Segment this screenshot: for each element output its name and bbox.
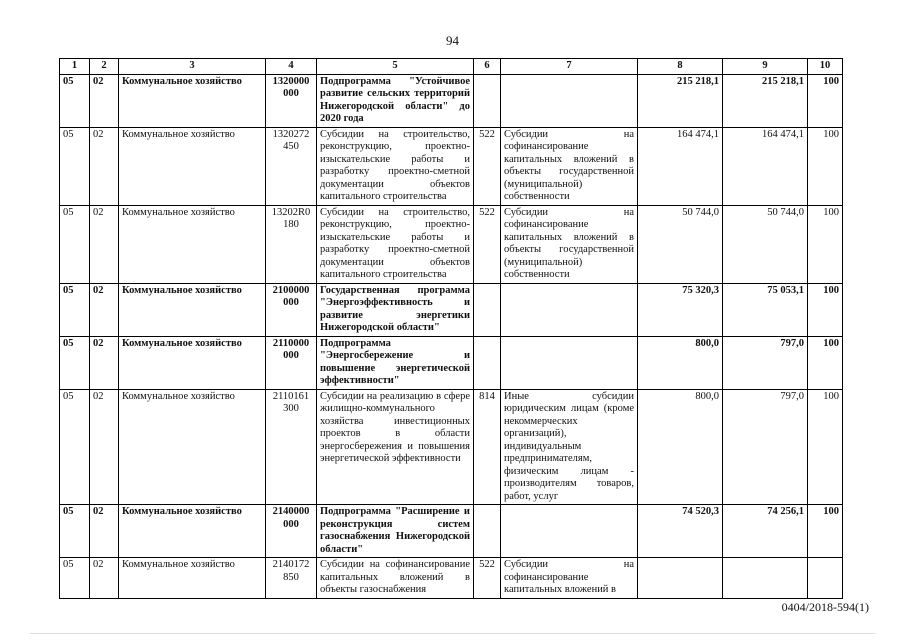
approved-amount-cell: 215 218,1 (638, 74, 723, 127)
approved-amount-cell: 50 744,0 (638, 205, 723, 283)
expense-type-name-cell (501, 74, 638, 127)
execution-percent-cell: 100 (808, 283, 843, 336)
executed-amount-cell: 215 218,1 (723, 74, 808, 127)
section-name-cell: Коммунальное хозяйство (119, 74, 266, 127)
execution-percent-cell: 100 (808, 205, 843, 283)
approved-amount-cell: 164 474,1 (638, 127, 723, 205)
subsection-code-cell: 02 (90, 127, 119, 205)
target-code-cell: 2140000 000 (266, 505, 317, 558)
section-name-cell: Коммунальное хозяйство (119, 505, 266, 558)
executed-amount-cell: 797,0 (723, 336, 808, 389)
target-code-cell: 2100000 000 (266, 283, 317, 336)
expense-type-name-cell: Иные субсидии юридическим лицам (кроме некоммерческих организаций), индивидуальным предпринимателям, физическим лицам - производителям товаров, работ, услуг (501, 389, 638, 505)
document-code: 0404/2018-594(1) (781, 600, 869, 614)
section-name-cell: Коммунальное хозяйство (119, 205, 266, 283)
subsection-code-cell: 02 (90, 505, 119, 558)
execution-percent-cell: 100 (808, 74, 843, 127)
expense-type-code-cell (474, 283, 501, 336)
target-name-cell: Субсидии на реализацию в сфере жилищно-коммунального хозяйства инвестиционных проектов в области энергосбережения и повышения энергетической эффективности (317, 389, 474, 505)
subsection-code-cell: 02 (90, 74, 119, 127)
subsection-code-cell: 02 (90, 336, 119, 389)
column-header: 1 (60, 59, 90, 75)
expense-type-code-cell: 522 (474, 558, 501, 599)
table-row (60, 74, 843, 127)
target-name-cell: Субсидии на строительство, реконструкцию, проектно-изыскательские работы и разработку проектно-сметной документации объектов капитального строительства (317, 127, 474, 205)
execution-percent-cell: 100 (808, 389, 843, 505)
target-code-cell: 2110161 300 (266, 389, 317, 505)
section-code-cell: 05 (60, 558, 90, 599)
section-code-cell: 05 (60, 127, 90, 205)
target-name-cell: Подпрограмма "Расширение и реконструкция систем газоснабжения Нижегородской области" (317, 505, 474, 558)
target-code-cell: 13202R0 180 (266, 205, 317, 283)
execution-percent-cell: 100 (808, 336, 843, 389)
table-row (60, 283, 843, 336)
executed-amount-cell (723, 558, 808, 599)
section-name-cell: Коммунальное хозяйство (119, 389, 266, 505)
target-code-cell: 1320000 000 (266, 74, 317, 127)
approved-amount-cell: 75 320,3 (638, 283, 723, 336)
target-code-cell: 2110000 000 (266, 336, 317, 389)
table-row (60, 558, 843, 599)
subsection-code-cell: 02 (90, 205, 119, 283)
expense-type-name-cell: Субсидии на софинансирование капитальных вложений в (501, 558, 638, 599)
column-header: 9 (723, 59, 808, 75)
expense-type-code-cell: 522 (474, 127, 501, 205)
section-code-cell: 05 (60, 505, 90, 558)
section-code-cell: 05 (60, 283, 90, 336)
section-code-cell: 05 (60, 336, 90, 389)
column-header: 4 (266, 59, 317, 75)
expense-type-name-cell: Субсидии на софинансирование капитальных вложений в объекты государственной (муниципальной) собственности (501, 127, 638, 205)
column-header: 6 (474, 59, 501, 75)
executed-amount-cell: 164 474,1 (723, 127, 808, 205)
expense-type-code-cell: 814 (474, 389, 501, 505)
target-name-cell: Субсидии на строительство, реконструкцию, проектно-изыскательские работы и разработку проектно-сметной документации объектов капитального строительства (317, 205, 474, 283)
target-name-cell: Подпрограмма "Устойчивое развитие сельских территорий Нижегородской области" до 2020 года (317, 74, 474, 127)
section-code-cell: 05 (60, 74, 90, 127)
bottom-rule (30, 633, 875, 634)
target-name-cell: Государственная программа "Энергоэффективность и развитие энергетики Нижегородской области" (317, 283, 474, 336)
subsection-code-cell: 02 (90, 283, 119, 336)
column-header: 5 (317, 59, 474, 75)
expense-type-name-cell (501, 505, 638, 558)
target-code-cell: 1320272 450 (266, 127, 317, 205)
target-name-cell: Субсидии на софинансирование капитальных вложений в объекты газоснабжения (317, 558, 474, 599)
subsection-code-cell: 02 (90, 558, 119, 599)
page-number: 94 (446, 33, 459, 48)
executed-amount-cell: 50 744,0 (723, 205, 808, 283)
expense-type-name-cell (501, 336, 638, 389)
column-header: 8 (638, 59, 723, 75)
execution-percent-cell: 100 (808, 127, 843, 205)
section-name-cell: Коммунальное хозяйство (119, 336, 266, 389)
expense-type-name-cell: Субсидии на софинансирование капитальных вложений в объекты государственной (муниципальной) собственности (501, 205, 638, 283)
executed-amount-cell: 797,0 (723, 389, 808, 505)
column-header: 3 (119, 59, 266, 75)
column-header: 7 (501, 59, 638, 75)
section-name-cell: Коммунальное хозяйство (119, 127, 266, 205)
expense-type-code-cell (474, 336, 501, 389)
executed-amount-cell: 74 256,1 (723, 505, 808, 558)
approved-amount-cell: 800,0 (638, 389, 723, 505)
target-code-cell: 2140172 850 (266, 558, 317, 599)
table-row (60, 336, 843, 389)
target-name-cell: Подпрограмма "Энергосбережение и повышение энергетической эффективности" (317, 336, 474, 389)
table-row (60, 205, 843, 283)
table-row (60, 127, 843, 205)
section-code-cell: 05 (60, 205, 90, 283)
section-name-cell: Коммунальное хозяйство (119, 558, 266, 599)
expense-type-name-cell (501, 283, 638, 336)
column-header: 10 (808, 59, 843, 75)
table-row (60, 505, 843, 558)
table-header-row (60, 59, 843, 75)
budget-table (59, 58, 843, 599)
table-row (60, 389, 843, 505)
approved-amount-cell: 74 520,3 (638, 505, 723, 558)
executed-amount-cell: 75 053,1 (723, 283, 808, 336)
column-header: 2 (90, 59, 119, 75)
subsection-code-cell: 02 (90, 389, 119, 505)
approved-amount-cell: 800,0 (638, 336, 723, 389)
section-code-cell: 05 (60, 389, 90, 505)
expense-type-code-cell (474, 505, 501, 558)
section-name-cell: Коммунальное хозяйство (119, 283, 266, 336)
execution-percent-cell (808, 558, 843, 599)
execution-percent-cell: 100 (808, 505, 843, 558)
expense-type-code-cell: 522 (474, 205, 501, 283)
approved-amount-cell (638, 558, 723, 599)
expense-type-code-cell (474, 74, 501, 127)
